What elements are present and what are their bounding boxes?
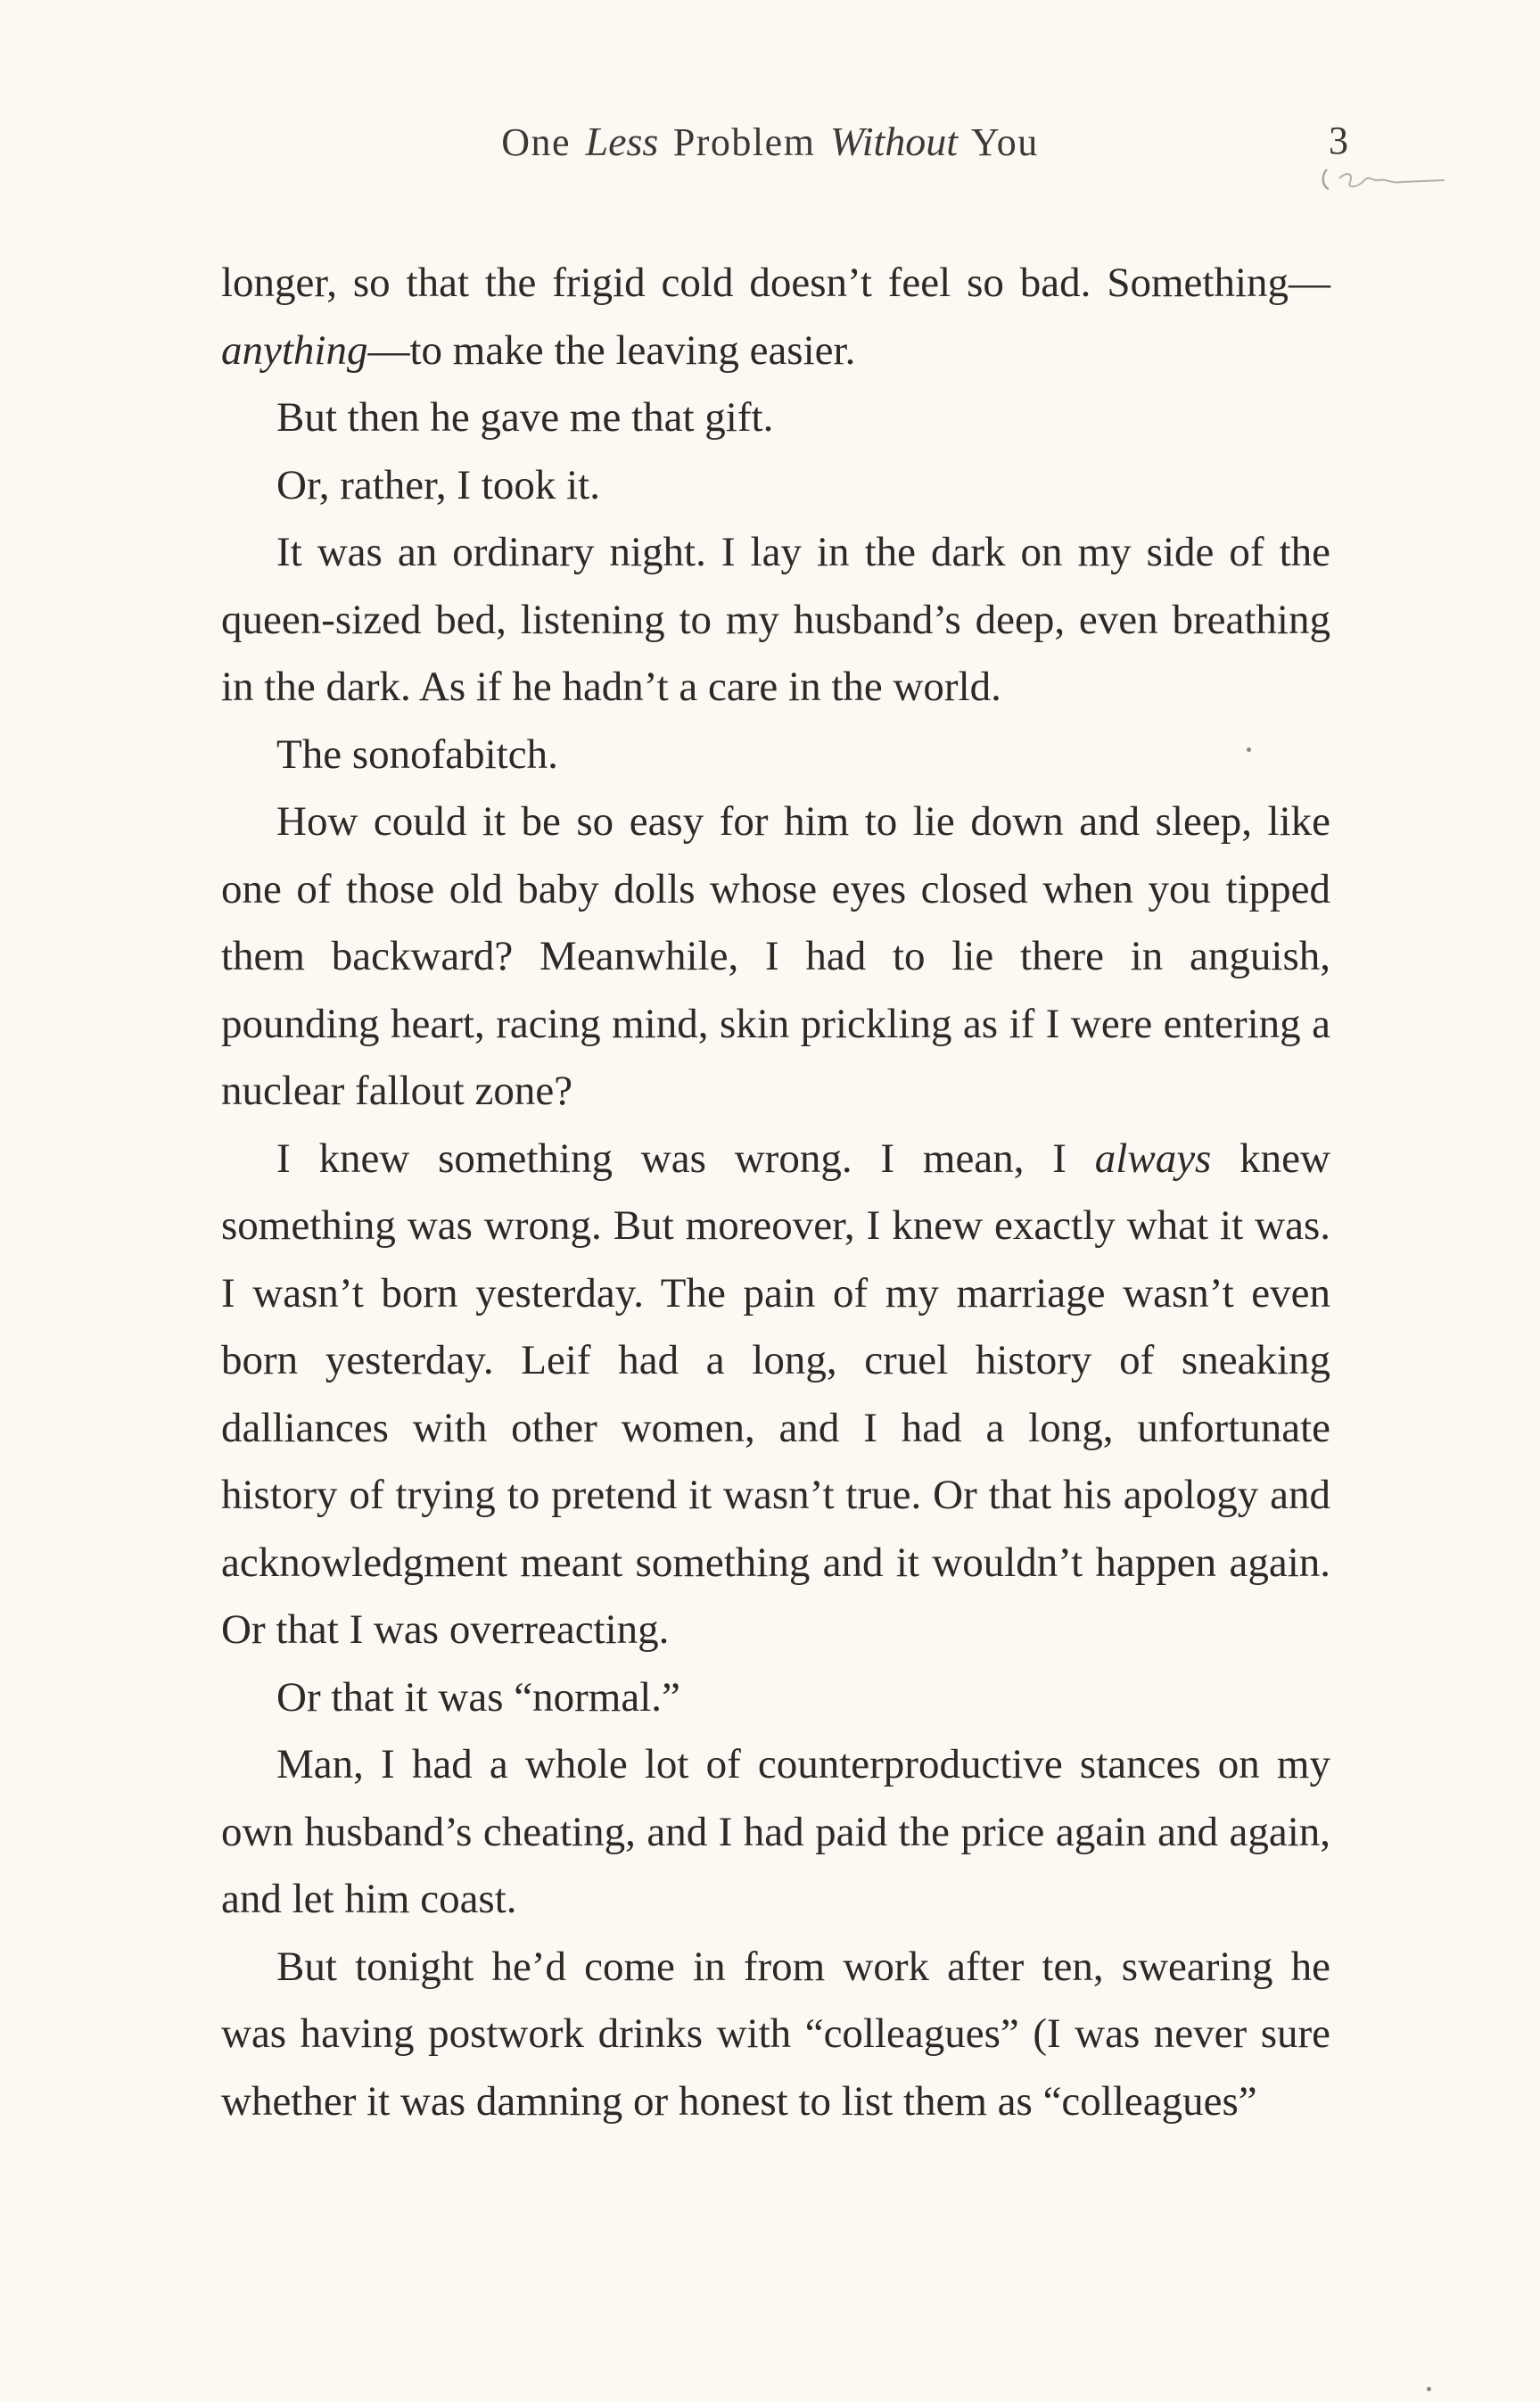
- title-word-without: Without: [829, 119, 959, 164]
- paragraph-p6: [221, 788, 1330, 1126]
- title-word-you: You: [970, 120, 1039, 164]
- paragraph-text: But then he gave me that gift.: [276, 394, 774, 441]
- paragraph-text: Man, I had a whole lot of counterproductive stances on my own husband’s cheating, and I had paid the price again and again, and let him coast.: [221, 1741, 1330, 1922]
- paragraph-p1: [221, 250, 1330, 384]
- title-word-problem: Problem: [672, 120, 816, 164]
- running-title: [0, 118, 1540, 165]
- paragraph-text: It was an ordinary night. I lay in the dark on my side of the queen-sized bed, listening to my husband’s deep, even breathing in the dark. As if he hadn’t a care in the world.: [221, 529, 1330, 710]
- paragraph-p2: [221, 384, 1330, 452]
- page-number: 3: [1329, 119, 1348, 162]
- paragraph-text: —to make the leaving easier.: [367, 326, 856, 374]
- paragraph-text: longer, so that the frigid cold doesn’t feel so bad. Something—: [221, 260, 1330, 306]
- paragraph-p3: [221, 452, 1330, 520]
- paragraph-text: Or that it was “normal.”: [276, 1673, 680, 1721]
- italic-text: always: [1094, 1135, 1212, 1182]
- paragraph-text: How could it be so easy for him to lie down and sleep, like one of those old baby dolls whose eyes closed when you tipped them backward? Meanwhile, I had to lie there in anguish, pounding heart, racing mind, skin prickling as if I were entering a nuclear fallout zone?: [221, 798, 1330, 1114]
- paragraph-text: The sonofabitch.: [276, 731, 558, 778]
- italic-text: anything: [221, 326, 368, 374]
- paragraph-p4: [221, 519, 1330, 722]
- page-speck: [1247, 747, 1251, 752]
- paragraph-p9: [221, 1731, 1330, 1934]
- title-word-less: Less: [585, 119, 659, 164]
- paragraph-p5: [221, 722, 1330, 789]
- paragraph-p7: [221, 1126, 1330, 1664]
- title-word-one: One: [501, 120, 571, 164]
- paragraph-p10: [221, 1934, 1330, 2136]
- paragraph-text: But tonight he’d come in from work after ten, swearing he was having postwork drinks with “colleagues” (I was never sure whether it was damning or honest to list them as “colleagues”: [221, 1943, 1330, 2125]
- page-speck: [1427, 2387, 1431, 2391]
- body-text: [221, 250, 1330, 2135]
- paragraph-text: knew something was wrong. But moreover, I knew exactly what it was. I wasn’t born yesterday. The pain of my marriage wasn’t even born yesterday. Leif had a long, cruel history of sneaking dalliances with other women, and I had a long, unfortunate history of trying to pretend it wasn’t true. Or that his apology and acknowledgment meant something and it wouldn’t happen again. Or that I was overreacting.: [221, 1135, 1330, 1653]
- paragraph-text: Or, rather, I took it.: [276, 461, 600, 508]
- page-header: [0, 118, 1540, 180]
- pencil-scribble-mark: [1320, 162, 1454, 198]
- paragraph-p8: [221, 1664, 1330, 1732]
- paragraph-text: I knew something was wrong. I mean, I: [276, 1135, 1095, 1182]
